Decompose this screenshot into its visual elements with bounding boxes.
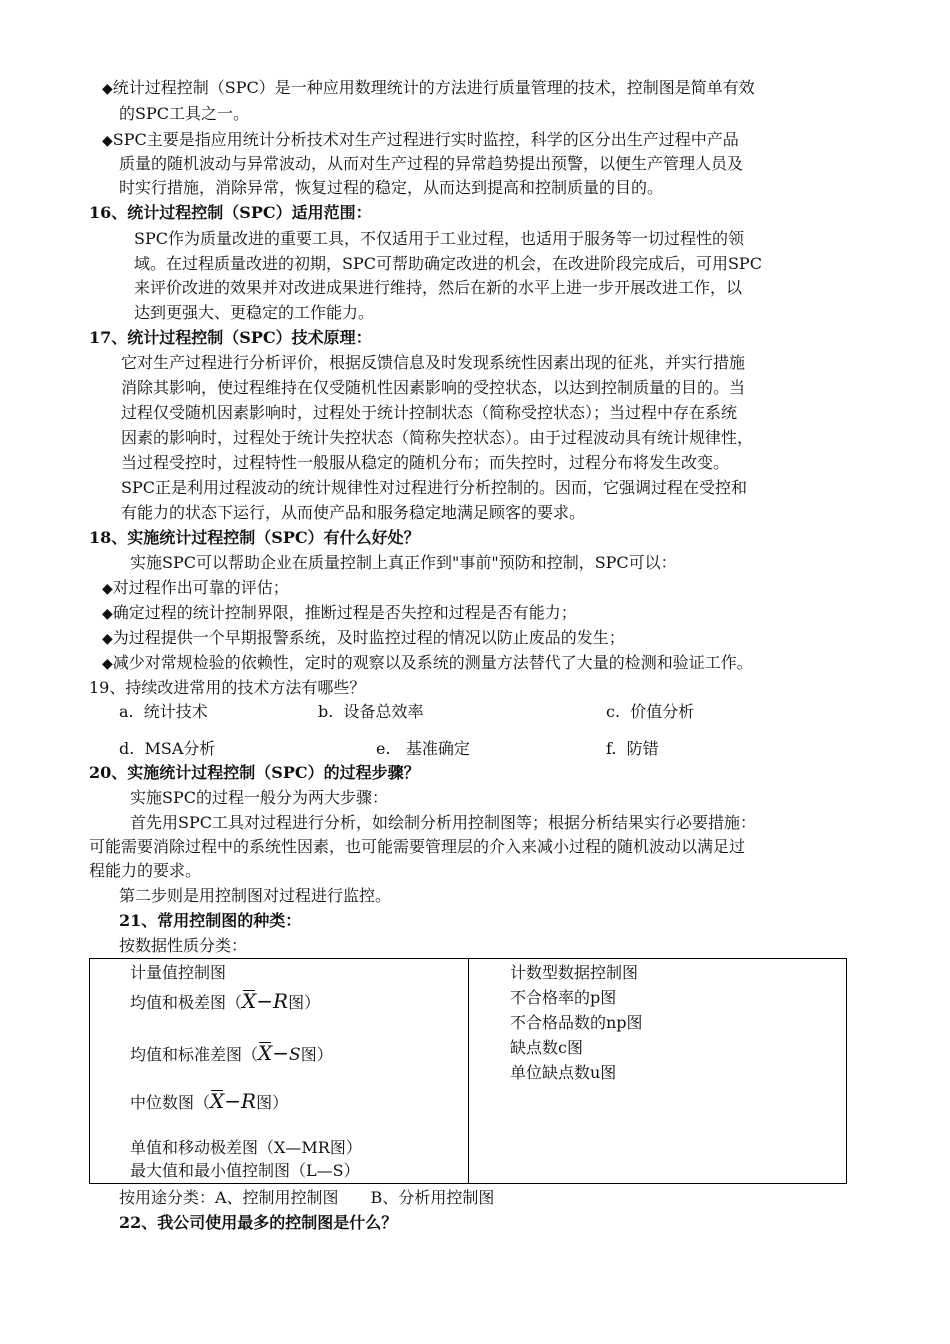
bullet-diamond-icon: ◆	[102, 631, 113, 647]
section-16-heading: 16、统计过程控制（SPC）适用范围：	[89, 203, 372, 222]
bullet-item	[102, 76, 755, 101]
section-17-text: 过程仅受随机因素影响时，过程处于统计控制状态（简称受控状态）；当过程中存在系统	[121, 403, 738, 422]
section-20-text: 可能需要消除过程中的系统性因素，也可能需要管理层的介入来减小过程的随机波动以满足过	[89, 837, 746, 856]
benefit-item: ◆减少对常规检验的依赖性，定时的观察以及系统的测量方法替代了大量的检测和验证工作。	[102, 653, 753, 672]
chart-type-u: 单位缺点数u图	[510, 1063, 617, 1082]
bullet-text-cont: 质量的随机波动与异常波动，从而对生产过程的异常趋势提出预警，以便生产管理人员及	[119, 154, 744, 173]
benefit-item: ◆对过程作出可靠的评估；	[102, 578, 289, 597]
method-option: b. 设备总效率	[318, 702, 424, 721]
section-17-text: 因素的影响时，过程处于统计失控状态（简称失控状态）。由于过程波动具有统计规律性，	[121, 428, 754, 447]
section-16-text: 来评价改进的效果并对改进成果进行维持，然后在新的水平上进一步开展改进工作，以	[134, 278, 743, 297]
method-option: f. 防错	[606, 739, 659, 758]
section-17-text: 消除其影响，使过程维持在仅受随机性因素影响的受控状态，以达到控制质量的目的。当	[121, 378, 746, 397]
section-21-heading: 21、常用控制图的种类：	[119, 911, 302, 930]
usage-classification: 按用途分类：A、控制用控制图 B、分析用控制图	[119, 1188, 495, 1207]
section-16-text: 达到更强大、更稳定的工作能力。	[134, 303, 375, 322]
benefit-item: ◆确定过程的统计控制界限，推断过程是否失控和过程是否有能力；	[102, 603, 577, 622]
bullet-diamond-icon: ◆	[102, 656, 113, 672]
section-16-text: 域。在过程质量改进的初期，SPC可帮助确定改进的机会，在改进阶段完成后，可用SPC	[134, 254, 762, 273]
section-18-intro: 实施SPC可以帮助企业在质量控制上真正作到"事前"预防和控制，SPC可以：	[130, 553, 677, 572]
section-20-heading: 20、实施统计过程控制（SPC）的过程步骤？	[89, 763, 420, 782]
method-option: e. 基准确定	[376, 739, 470, 758]
section-20-text: 首先用SPC工具对过程进行分析，如绘制分析用控制图等；根据分析结果实行必要措施：	[130, 813, 756, 832]
method-option: d. MSA分析	[119, 739, 216, 758]
bullet-diamond-icon: ◆	[102, 81, 113, 97]
section-17-text: 当过程受控时，过程特性一般服从稳定的随机分布；而失控时，过程分布将发生改变。	[121, 453, 730, 472]
bullet-diamond-icon: ◆	[102, 581, 113, 597]
bullet-diamond-icon: ◆	[102, 606, 113, 622]
chart-type-x-mr: 单值和移动极差图（X—MR图）	[130, 1138, 362, 1157]
section-16-text: SPC作为质量改进的重要工具，不仅适用于工业过程，也适用于服务等一切过程性的领	[134, 229, 744, 248]
chart-type-xbar-s: 均值和标准差图（X−S图）	[130, 1041, 333, 1065]
attribute-charts-title: 计数型数据控制图	[510, 963, 639, 982]
section-17-text: SPC正是利用过程波动的统计规律性对过程进行分析控制的。因而，它强调过程在受控和	[121, 478, 747, 497]
table-divider	[468, 959, 469, 1183]
bullet-item	[102, 128, 739, 153]
section-20-text: 第二步则是用控制图对过程进行监控。	[119, 886, 392, 905]
chart-type-median: 中位数图（X−R图）	[130, 1089, 289, 1113]
chart-type-xbar-r: 均值和极差图（X−R图）	[130, 989, 321, 1013]
chart-type-l-s: 最大值和最小值控制图（L—S）	[130, 1161, 360, 1180]
variable-charts-title: 计量值控制图	[130, 963, 227, 982]
section-17-heading: 17、统计过程控制（SPC）技术原理：	[89, 328, 372, 347]
section-22-heading: 22、我公司使用最多的控制图是什么？	[119, 1213, 398, 1232]
chart-type-p: 不合格率的p图	[510, 988, 617, 1007]
chart-type-np: 不合格品数的np图	[510, 1013, 643, 1032]
section-20-text: 实施SPC的过程一般分为两大步骤：	[130, 788, 388, 807]
bullet-text-cont: 时实行措施，消除异常，恢复过程的稳定，从而达到提高和控制质量的目的。	[119, 178, 664, 197]
benefit-item: ◆为过程提供一个早期报警系统，及时监控过程的情况以防止废品的发生；	[102, 628, 625, 647]
section-20-text: 程能力的要求。	[89, 861, 202, 880]
chart-type-c: 缺点数c图	[510, 1038, 583, 1057]
section-19-heading: 19、持续改进常用的技术方法有哪些？	[89, 678, 366, 697]
method-option: c. 价值分析	[606, 702, 695, 721]
bullet-text: SPC主要是指应用统计分析技术对生产过程进行实时监控，科学的区分出生产过程中产品	[112, 130, 739, 149]
bullet-text-cont: 的SPC工具之一。	[119, 104, 249, 123]
section-17-text: 有能力的状态下运行，从而使产品和服务稳定地满足顾客的要求。	[121, 503, 586, 522]
classification-label: 按数据性质分类：	[119, 936, 248, 955]
section-17-text: 它对生产过程进行分析评价，根据反馈信息及时发现系统性因素出现的征兆，并实行措施	[121, 353, 746, 372]
section-18-heading: 18、实施统计过程控制（SPC）有什么好处？	[89, 528, 420, 547]
bullet-diamond-icon: ◆	[102, 133, 113, 149]
bullet-text: 统计过程控制（SPC）是一种应用数理统计的方法进行质量管理的技术，控制图是简单有效	[112, 78, 755, 97]
method-option: a. 统计技术	[119, 702, 208, 721]
control-chart-table	[89, 958, 847, 1184]
